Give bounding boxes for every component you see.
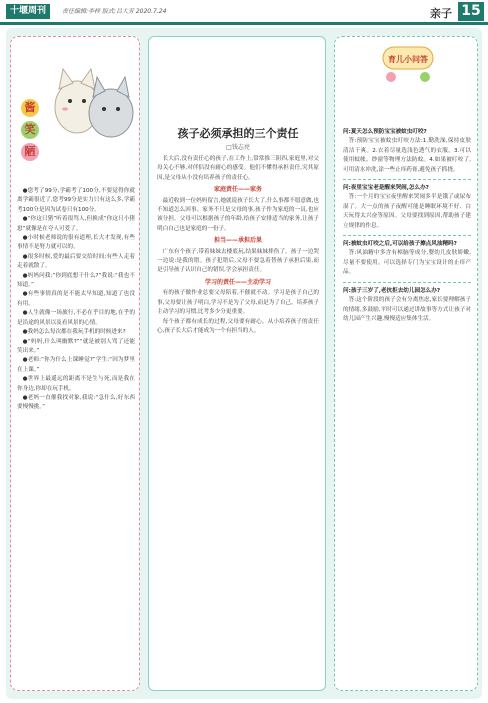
article-title: 孩子必须承担的三个责任 (177, 127, 299, 140)
stamp-2: 笑 (21, 121, 39, 139)
cats-illustration (45, 51, 139, 145)
section-text: 最近收到一位妈妈留言,她就说孩子长大了,什么事都不愿意做,也不知道怎么回事。家务不只是父母的事,孩子作为家庭的一员,也应该分担。父母可以根据孩子的年龄,给孩子安排适当的家务,让孩子明白自己也是家庭的一份子。 (157, 197, 319, 232)
newspaper-logo: 十堰周刊 (6, 4, 50, 19)
joke-paragraph: ●妈妈问我:“你到底想干什么?”我说:“我也不知道。” (17, 272, 135, 289)
article-intro: 长大后,没有责任心的孩子,在工作上,常常推三阻四,家庭里,对父母关心不够,对伴侣没有耐心的感受。他们不懂得承担责任,究其原因,是父母从小没有培养孩子的责任心。 (157, 156, 319, 181)
page-number: 15 (458, 2, 484, 21)
section-text: 广东有个孩子,带着妹妹去楼底玩,结果妹妹摔伤了。孩子一边哭一边说:是我的错。孩子犯错后,父母不要急着替孩子承担后果,而是引导孩子认识自己的错误,学会承担责任。 (157, 248, 319, 274)
divider (343, 235, 471, 236)
joke-paragraph: ●人生就像一场旅行,不必在乎目的地,在乎的是沿途的风景以及看风景的心情。 (17, 310, 135, 326)
joke-paragraph: ●很多时候,爱的最后要交给时间;有些人走着走着就散了。 (17, 253, 135, 270)
question: 问:夏天怎么预防宝宝被蚊虫叮咬? (343, 129, 427, 135)
answer: 答:预防宝宝被蚊虫叮咬方法:1.勤洗澡,保持皮肤清洁干爽。2.衣着尽量选浅色透气的衣服。3.可以使用蚊帐、纱窗等物理方法防蚊。4.如果被叮咬了,可用清水冲洗,涂一些止痒药膏,避免孩子抓挠。 (343, 138, 471, 173)
joke-paragraph: ●“你这只猪”听着很骂人,但换成“你这只小猪崽”就像是在夸人可爱了。 (17, 216, 135, 232)
joke-paragraph: ●“妈妈,什么叫幽默?”“就是被别人骂了还能笑出来。” (17, 338, 135, 354)
editor-meta: 责任编辑:李梓 版式:吕大芳 2020.7.24 (62, 8, 167, 15)
jokes-column (10, 36, 140, 691)
qa-badge-label: 育儿小问答 (388, 55, 428, 64)
joke-paragraph: ●我妈怎么每次都在我玩手机的时候进来? (22, 329, 126, 336)
joke-paragraph: ●小时候老师说的很有道理,长大才发现,有些事情不是努力就可以的。 (17, 235, 135, 251)
section-title: 亲子 (430, 7, 452, 20)
joke-paragraph: ●老妈一直催我找对象,我说:“急什么,好东西要慢慢挑。” (17, 394, 135, 411)
section-heading: 学习的责任——主动学习 (204, 278, 271, 286)
question: 问:孩子三岁了,老抗拒去幼儿园怎么办? (343, 287, 441, 294)
stamp-1: 酱 (21, 99, 39, 117)
section-heading: 家庭责任——家务 (213, 186, 262, 194)
answer: 答:一个月的宝宝夜里醒来哭闹多半是饿了或尿布湿了。大一点的孩子夜醒可能是睡眠环境不好、白天玩得太兴奋等原因。父母要找到原因,帮助孩子建立规律的作息。 (343, 194, 471, 229)
qa-badge (373, 41, 443, 87)
header-rule (0, 22, 488, 25)
question: 问:被蚊虫叮咬之后,可以给孩子擦点风油精吗? (343, 241, 457, 248)
jokes-text (17, 187, 135, 413)
divider (343, 282, 471, 283)
question: 问:夜里宝宝老是醒来哭闹,怎么办? (343, 185, 429, 192)
article-column (148, 36, 326, 691)
stamp-3: 陋 (21, 143, 39, 161)
answer: 答:风油精中多含有樟脑等成分,婴幼儿皮肤娇嫩,尽量不要使用。可以选择专门为宝宝设计的止痒产品。 (343, 250, 471, 276)
joke-paragraph: ●您考了99分,学霸考了100分,不要觉得你就离学霸很近了,您考99分是实力只有这么多,学霸考100分是因为试卷只有100分。 (17, 188, 135, 213)
divider (343, 179, 471, 180)
qa-text (343, 125, 471, 324)
joke-paragraph: ●老师:“你为什么上课睡觉?”学生:“因为梦里在上课。” (17, 357, 135, 373)
section-heading: 担当——承担后果 (213, 237, 262, 245)
page-header (0, 0, 488, 22)
article-closing: 每个孩子都有成长的过程,父母要有耐心。从小培养孩子的责任心,孩子长大后才能成为一个有担当的人。 (157, 318, 319, 334)
answer: 答:这个阶段的孩子会有分离焦虑,家长要理解孩子的情绪,多鼓励,平时可以通过讲故事等方式让孩子对幼儿园产生兴趣,慢慢适应集体生活。 (343, 297, 471, 322)
section-text: 有的孩子做作业总要父母陪着,不催就不动。学习是孩子自己的事,父母要让孩子明白,学习不是为了父母,而是为了自己。培养孩子主动学习的习惯,比考多少分更重要。 (157, 290, 319, 316)
joke-paragraph: ●世界上最遥远的距离不是生与死,而是我在你身边,你却在玩手机。 (17, 376, 135, 392)
article-byline: □钱志亮 (226, 144, 250, 151)
qa-column (334, 36, 478, 691)
article-body (157, 155, 319, 336)
joke-paragraph: ●有些事情真的是不能太早知道,知道了也没有用。 (17, 291, 135, 307)
